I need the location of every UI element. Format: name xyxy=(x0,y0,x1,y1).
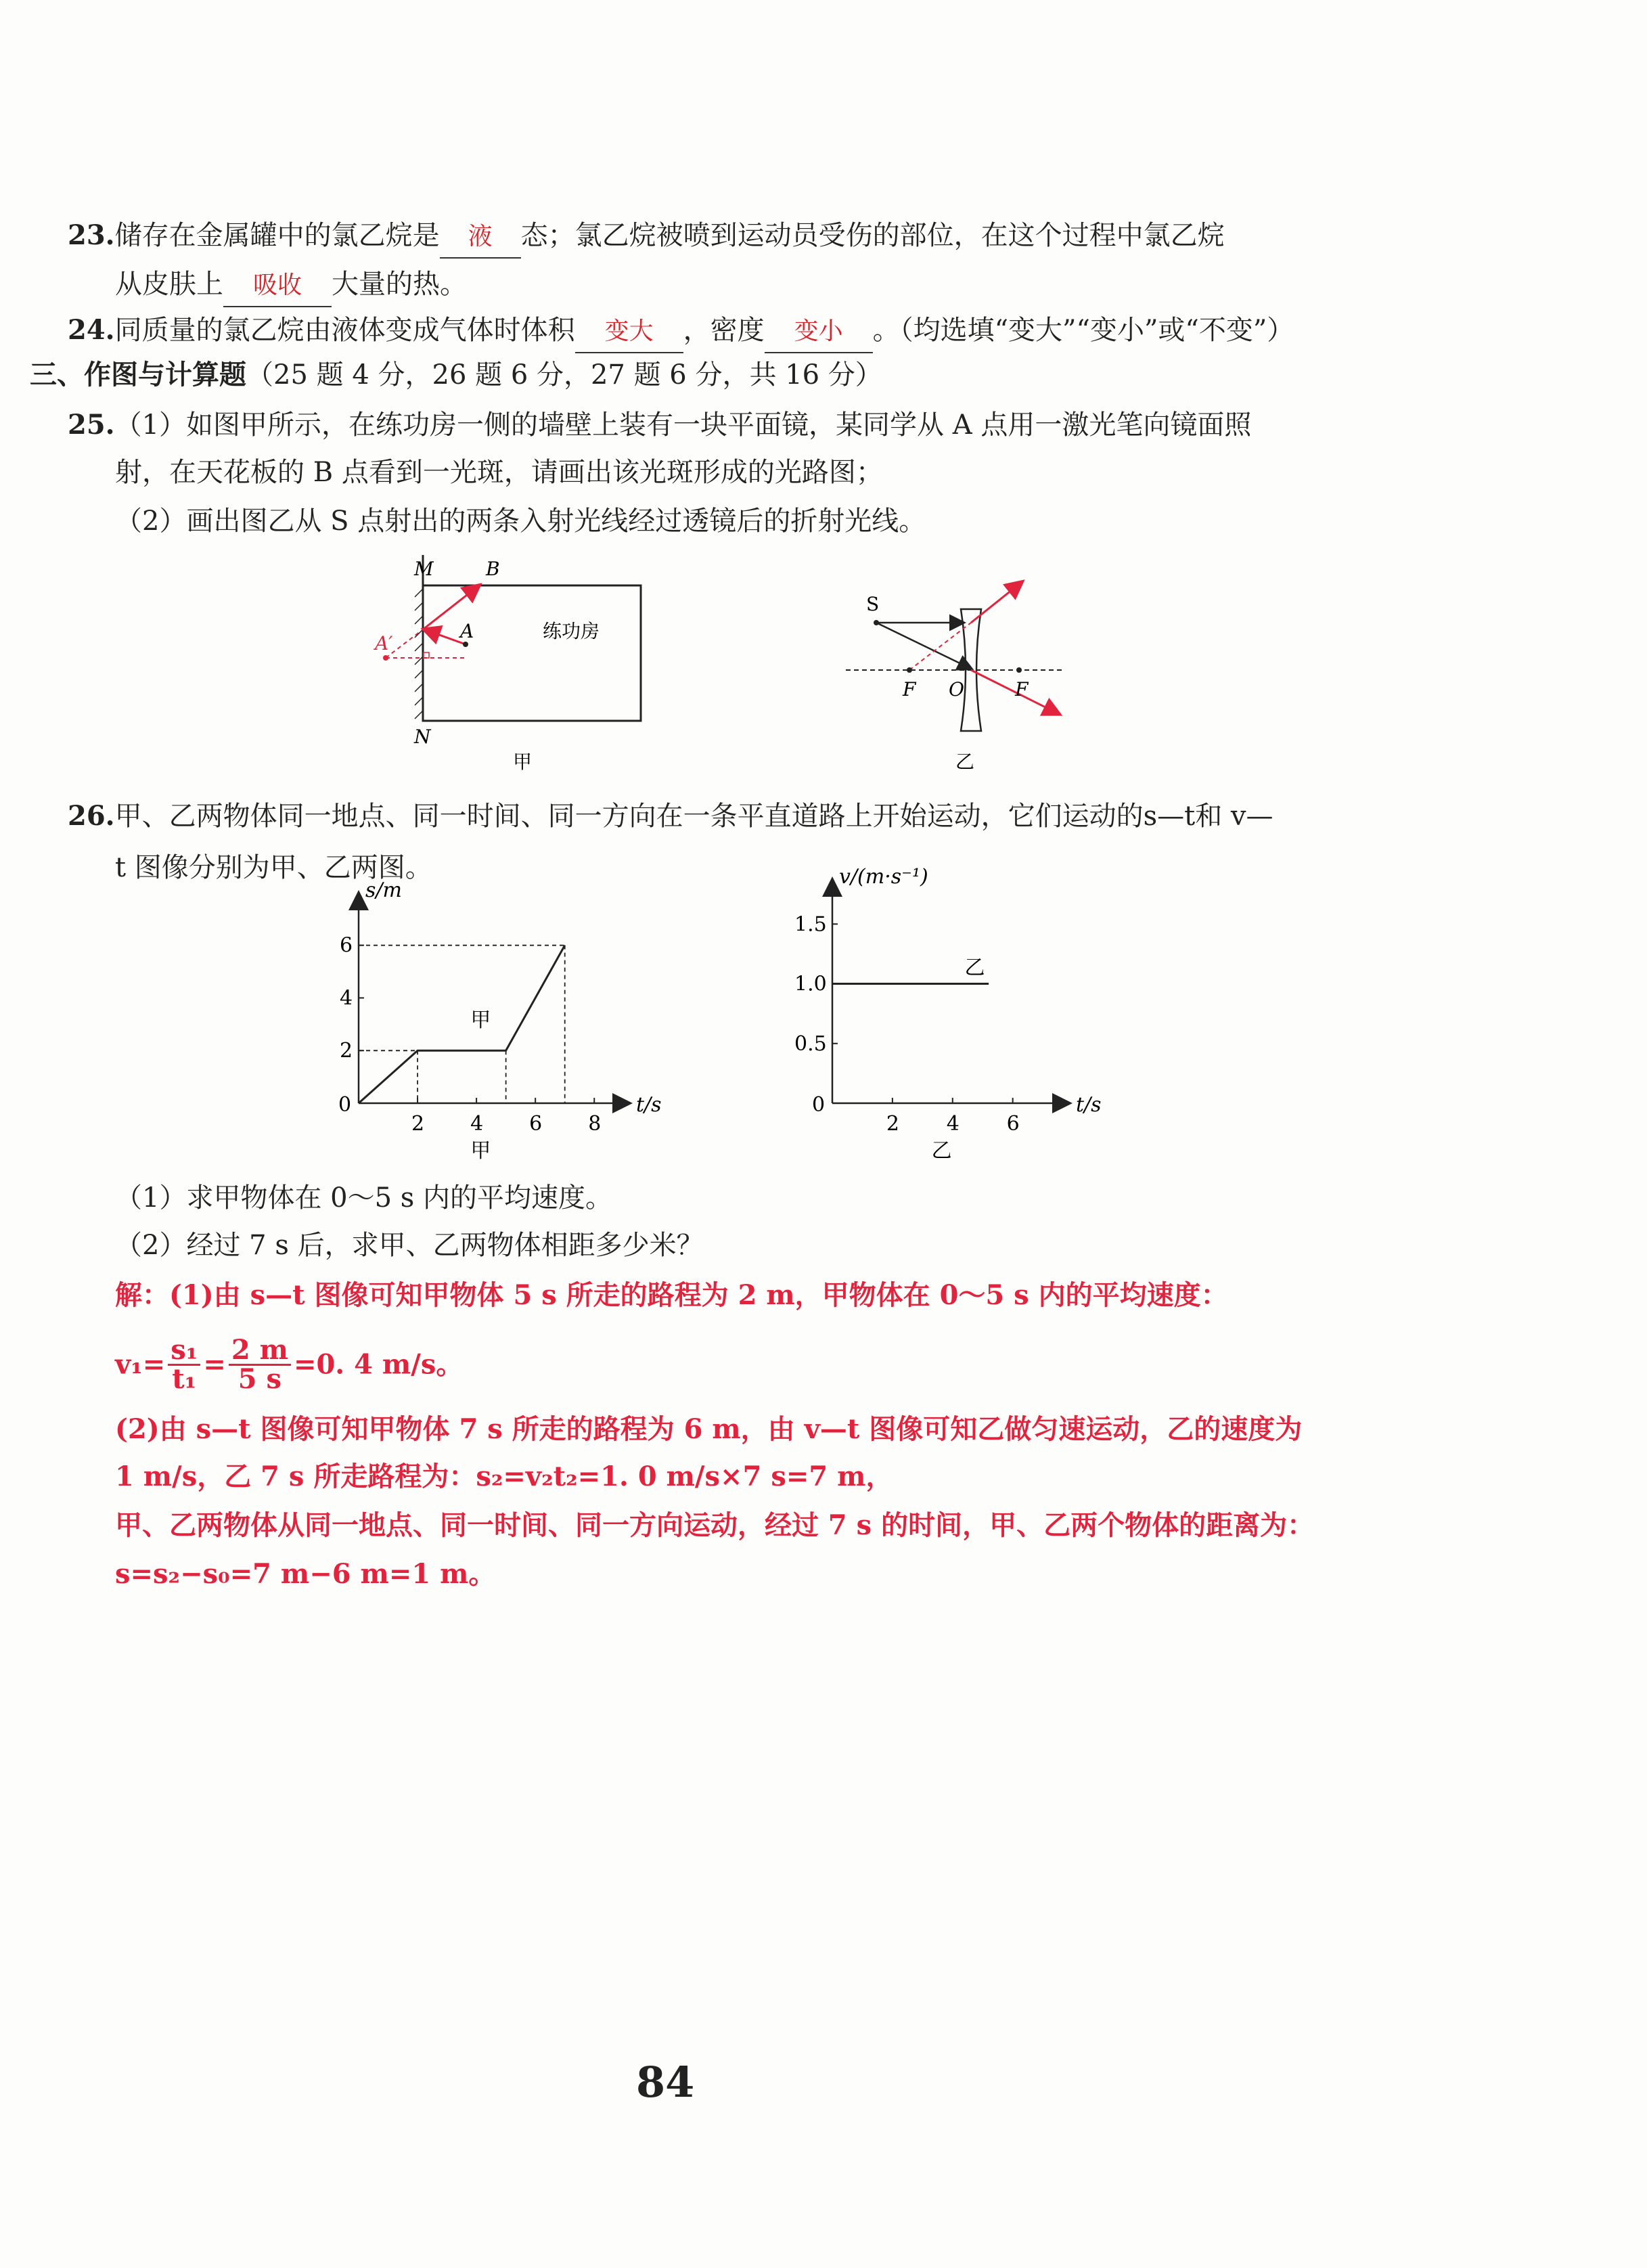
ray-from-A xyxy=(424,629,466,644)
solution-line-6: s=s₂−s₀=7 m−6 m=1 m。 xyxy=(115,1558,496,1590)
label-F-left: F xyxy=(903,678,916,701)
point-A xyxy=(463,642,468,647)
q24-text-b: ，密度 xyxy=(683,315,765,346)
y-tick-label: 6 xyxy=(340,933,353,958)
y-tick-label: 1.5 xyxy=(794,912,827,937)
q24-text-c: 。（均选填“变大”“变小”或“不变”） xyxy=(872,315,1294,346)
q25-line-1 xyxy=(68,405,1251,445)
q23-answer-b: 吸收 xyxy=(223,265,332,307)
q23-text-c: 从皮肤上 xyxy=(115,269,223,300)
sol2-rhs: =0. 4 m/s。 xyxy=(293,1348,464,1381)
x-tick-label: 2 xyxy=(886,1112,899,1136)
y-tick-label: 1.0 xyxy=(794,972,827,996)
q23-answer-a: 液 xyxy=(440,217,521,259)
x-tick-label: 2 xyxy=(411,1112,425,1136)
x-axis-label: t/s xyxy=(1076,1093,1102,1117)
page-number: 84 xyxy=(636,2058,695,2107)
q24-answer-a: 变大 xyxy=(575,311,683,353)
label-A: A xyxy=(460,620,474,642)
q26-line-1 xyxy=(68,796,1273,837)
q23-line-2 xyxy=(115,264,467,307)
virtual-extension xyxy=(909,623,971,670)
q25-text-1: （1）如图甲所示，在练功房一侧的墙壁上装有一块平面镜，某同学从 A 点用一激光笔向镜面照 xyxy=(114,409,1252,441)
x-tick-label: 4 xyxy=(946,1112,960,1136)
fraction-s1: s₁ xyxy=(168,1337,200,1366)
solution-line-2 xyxy=(115,1334,464,1395)
fraction-t1: t₁ xyxy=(172,1363,197,1395)
series-label-jia: 甲 xyxy=(470,1008,491,1033)
x-tick-label: 4 xyxy=(470,1112,484,1136)
q26-sub-2: （2）经过 7 s 后，求甲、乙两物体相距多少米？ xyxy=(115,1230,704,1261)
focus-right xyxy=(1016,667,1022,673)
label-N: N xyxy=(414,726,431,748)
section3-points: （25 题 4 分，26 题 6 分，27 题 6 分，共 16 分） xyxy=(246,359,882,391)
label-room: 练功房 xyxy=(543,620,600,642)
q23-line-1 xyxy=(68,215,1225,259)
sol2-eq: = xyxy=(203,1348,226,1381)
caption-jia: 甲 xyxy=(513,751,533,773)
chart-caption-jia: 甲 xyxy=(470,1139,491,1163)
x-tick-label: 8 xyxy=(588,1112,602,1136)
x-tick-label: 6 xyxy=(1006,1112,1020,1136)
q26-sub-1: （1）求甲物体在 0～5 s 内的平均速度。 xyxy=(115,1182,613,1214)
solution-line-3: (2)由 s—t 图像可知甲物体 7 s 所走的路程为 6 m，由 v—t 图像可知乙做匀速运动，乙的速度为 xyxy=(115,1413,1303,1445)
incident-ray-center xyxy=(876,623,971,669)
section3-title: 三、作图与计算题 xyxy=(30,359,246,391)
label-A-prime: A′ xyxy=(375,632,393,654)
q24-number: 24. xyxy=(68,314,115,346)
point-S xyxy=(874,620,879,625)
fraction-s1-t1 xyxy=(168,1334,200,1395)
q26-text-1: 甲、乙两物体同一地点、同一时间、同一方向在一条平直道路上开始运动，它们运动的s—t和 v— xyxy=(114,801,1273,832)
origin-label: 0 xyxy=(812,1093,826,1117)
series-label-yi: 乙 xyxy=(964,956,985,980)
q23-text-b: 态；氯乙烷被喷到运动员受伤的部位，在这个过程中氯乙烷 xyxy=(520,220,1225,251)
label-M: M xyxy=(414,558,434,580)
room-outline xyxy=(423,585,641,721)
q24-text-a: 同质量的氯乙烷由液体变成气体时体积 xyxy=(114,315,575,346)
y-axis-label: s/m xyxy=(365,879,402,902)
y-tick-label: 0.5 xyxy=(794,1031,827,1056)
y-tick-label: 2 xyxy=(340,1039,353,1063)
solution-line-5: 甲、乙两物体从同一地点、同一时间、同一方向运动，经过 7 s 的时间，甲、乙两个物体的距离为： xyxy=(115,1509,1315,1541)
chart-v-t xyxy=(792,865,1144,1163)
label-S: S xyxy=(866,593,880,615)
q25-line-2: 射，在天花板的 B 点看到一光斑，请画出该光斑形成的光路图； xyxy=(115,457,883,488)
solution-line-4: 1 m/s，乙 7 s 所走路程为：s₂=v₂t₂=1. 0 m/s×7 s=7 m， xyxy=(115,1461,893,1492)
right-angle-mark xyxy=(424,652,429,658)
caption-yi: 乙 xyxy=(955,751,975,773)
label-B: B xyxy=(486,558,500,580)
focus-left xyxy=(907,667,912,673)
y-tick-label: 4 xyxy=(340,986,353,1010)
label-O: O xyxy=(949,678,964,701)
section3-heading xyxy=(30,355,882,395)
x-axis-label: t/s xyxy=(636,1093,662,1117)
q25-number: 25. xyxy=(68,409,115,441)
fraction-2m: 2 m xyxy=(229,1337,291,1366)
fraction-2m-5s xyxy=(229,1334,291,1395)
q24-answer-b: 变小 xyxy=(765,311,873,353)
q24-line xyxy=(68,310,1294,353)
label-F-right: F xyxy=(1015,678,1029,701)
figure-concave-lens xyxy=(839,569,1083,772)
x-tick-label: 6 xyxy=(529,1112,543,1136)
q23-text-a: 储存在金属罐中的氯乙烷是 xyxy=(114,220,440,251)
point-A-prime xyxy=(383,655,388,661)
figure-mirror-room xyxy=(365,555,663,772)
q23-text-d: 大量的热。 xyxy=(332,269,467,300)
series-line-jia xyxy=(359,946,565,1103)
y-axis-label: v/(m·s⁻¹) xyxy=(839,865,928,889)
q26-line-2: t 图像分别为甲、乙两图。 xyxy=(115,852,432,883)
q25-line-3: （2）画出图乙从 S 点射出的两条入射光线经过透镜后的折射光线。 xyxy=(115,506,926,537)
chart-s-t xyxy=(318,879,670,1163)
q26-number: 26. xyxy=(68,800,115,832)
solution-line-1: 解：(1)由 s—t 图像可知甲物体 5 s 所走的路程为 2 m，甲物体在 0～5 s 内的平均速度： xyxy=(115,1279,1228,1311)
refracted-ray-1 xyxy=(971,582,1022,623)
origin-label: 0 xyxy=(338,1093,352,1117)
sol2-lhs: v₁= xyxy=(115,1348,166,1381)
chart-caption-yi: 乙 xyxy=(931,1139,952,1163)
q23-number: 23. xyxy=(68,219,115,251)
fraction-5s: 5 s xyxy=(238,1363,282,1395)
